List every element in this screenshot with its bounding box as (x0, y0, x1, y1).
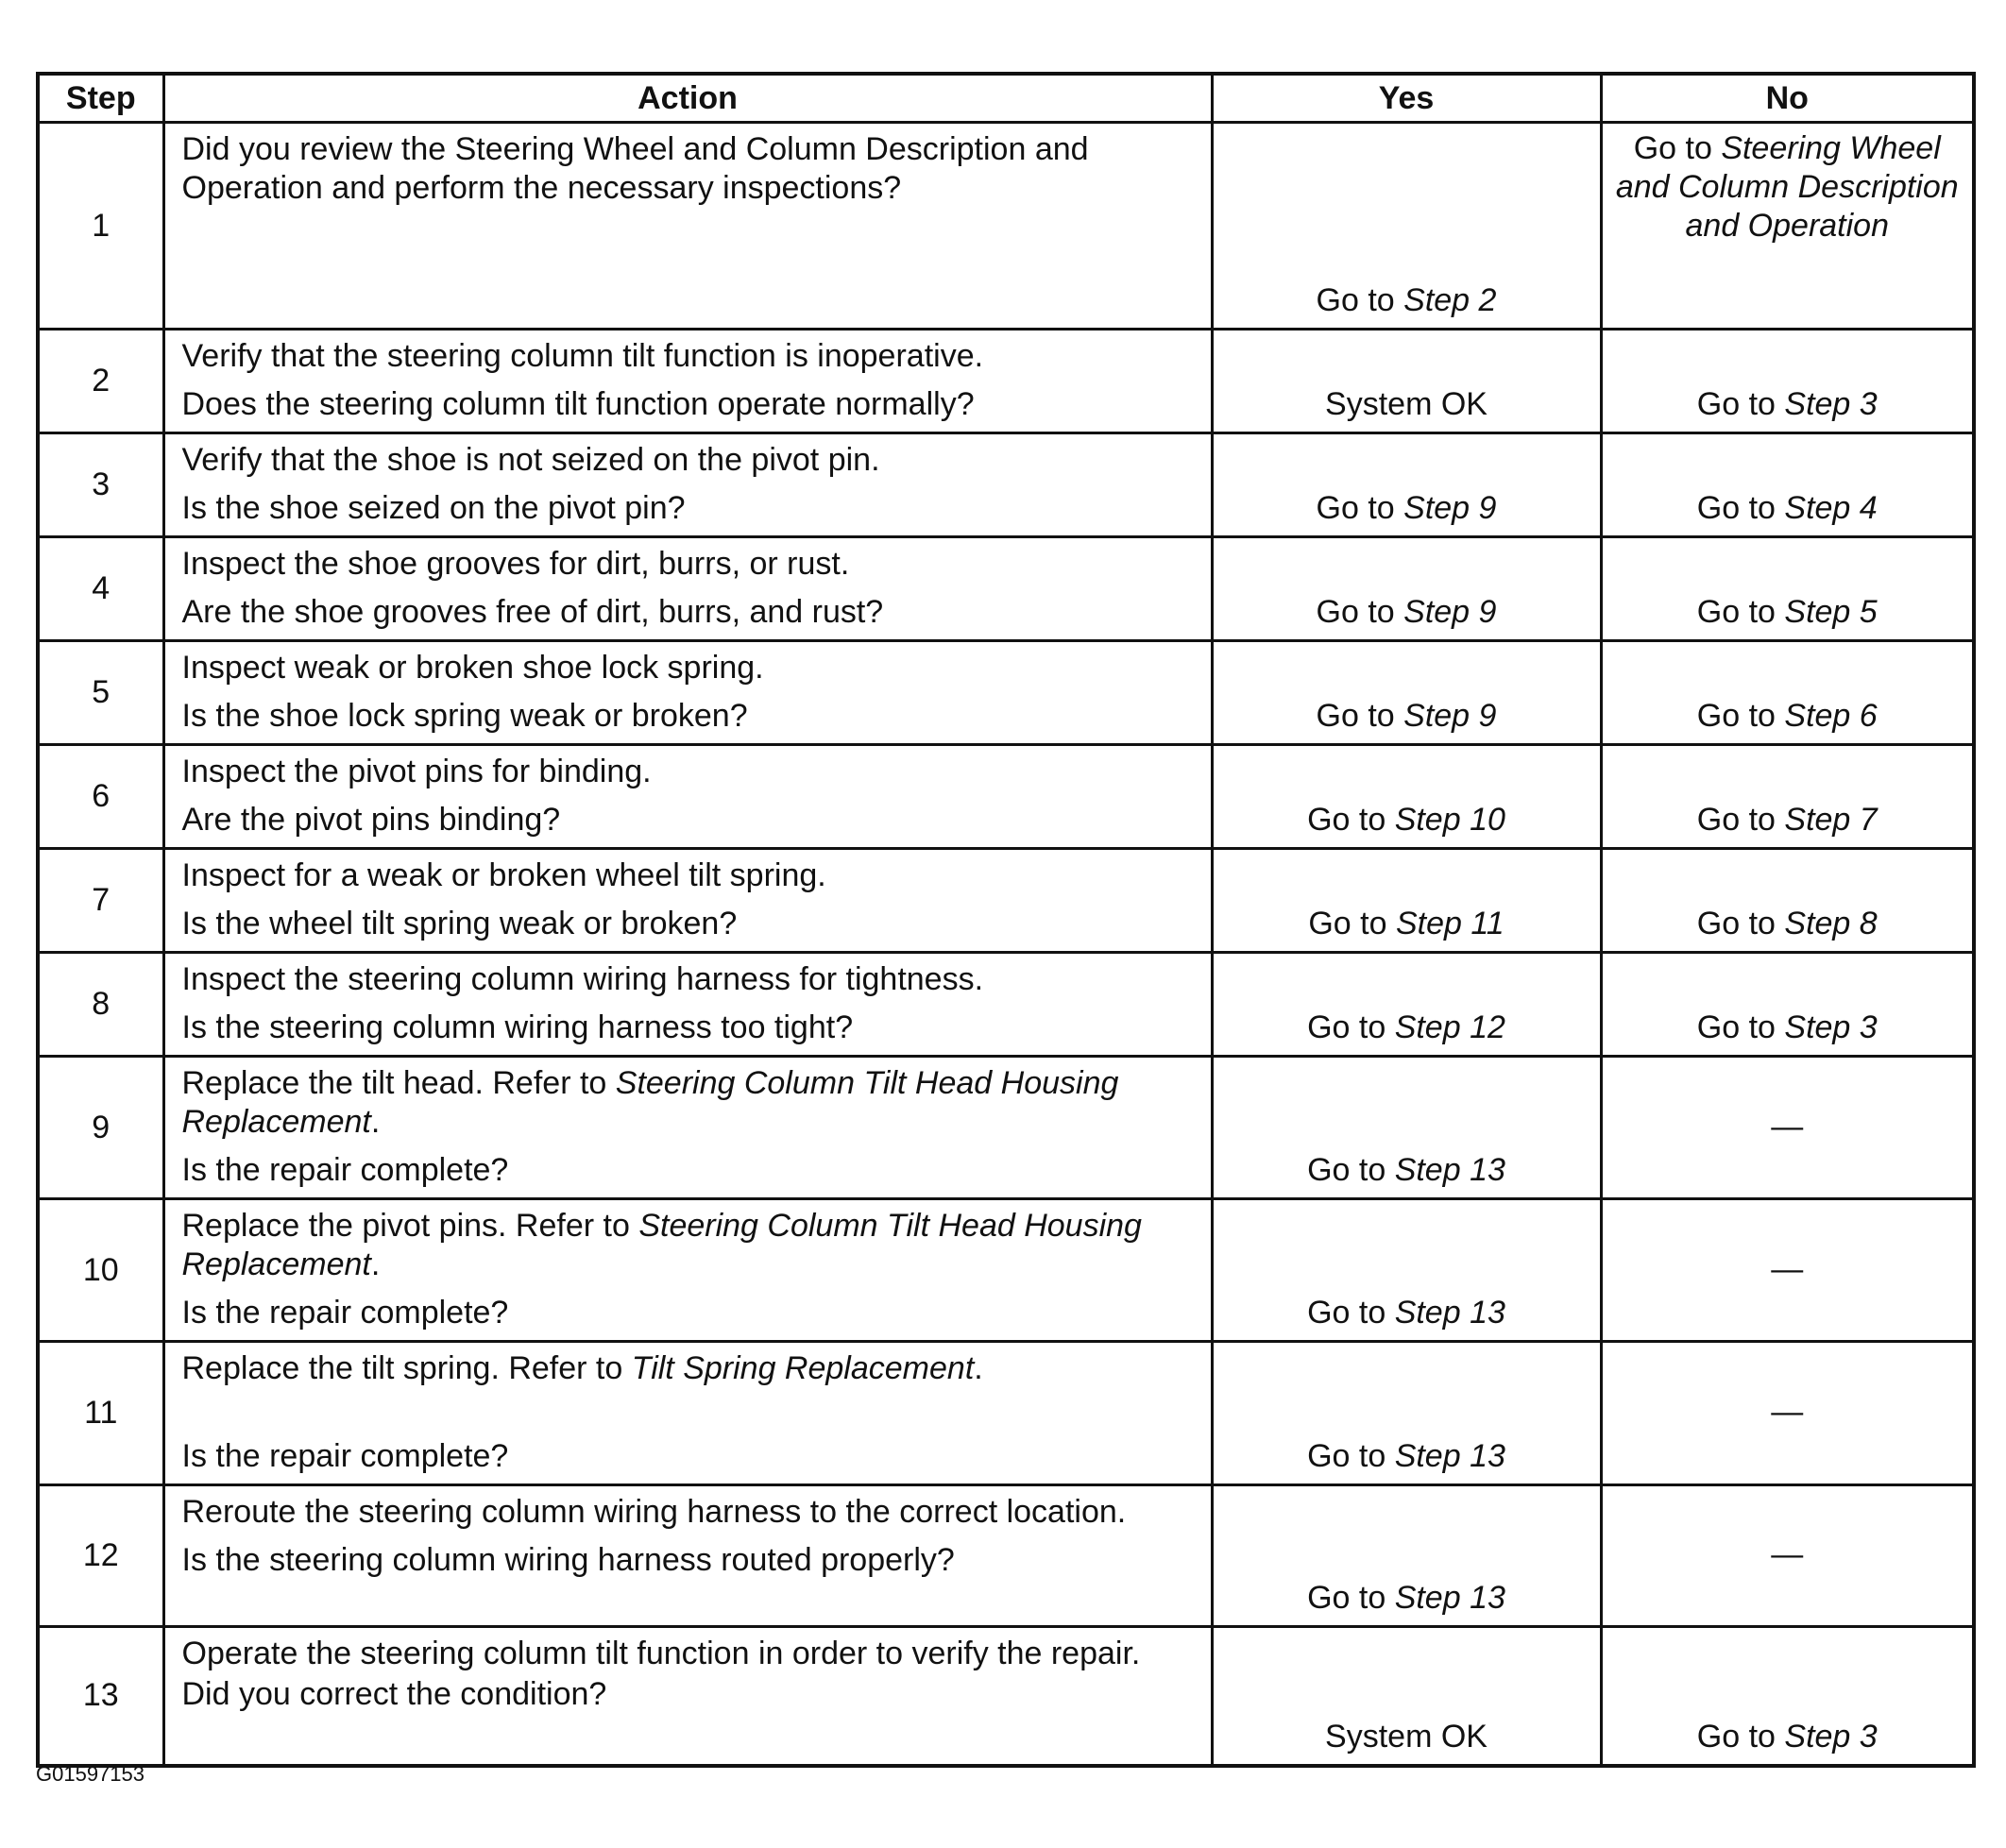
yes-step-link[interactable]: Step 10 (1394, 802, 1505, 838)
step-number: 3 (38, 433, 163, 537)
no-step-link[interactable]: Step 7 (1784, 802, 1878, 838)
question-text: Is the steering column wiring harness too tight? (181, 1009, 854, 1045)
procedure-link[interactable]: Steering Column Tilt Head Housing Replacement (181, 1208, 1142, 1282)
no-prefix: Go to (1696, 386, 1785, 422)
yes-cell (1212, 123, 1601, 330)
table-row (38, 641, 1974, 745)
action-cell (163, 330, 1212, 433)
no-prefix: Go to (1696, 594, 1785, 630)
no-step-link[interactable]: Step 6 (1784, 698, 1878, 734)
header-row (38, 74, 1974, 123)
table-row (38, 1057, 1974, 1199)
action-text: Did you review the Steering Wheel and Column Description and Operation and perform the necessary inspections? (181, 131, 1089, 206)
yes-prefix: Go to (1316, 698, 1404, 734)
action-suffix: . (370, 1104, 381, 1140)
question-text: Did you correct the condition? (181, 1676, 607, 1712)
table-row (38, 953, 1974, 1057)
step-number: 1 (38, 123, 163, 330)
step-number: 2 (38, 330, 163, 433)
action-cell (163, 1057, 1212, 1199)
yes-step-link[interactable]: Step 12 (1394, 1009, 1505, 1045)
action-text (182, 1207, 1199, 1284)
table-row (38, 745, 1974, 849)
action-text (182, 1064, 1199, 1142)
step-number: 11 (38, 1342, 163, 1485)
no-cell (1601, 433, 1974, 537)
question-text: Are the pivot pins binding? (181, 802, 561, 838)
action-suffix: . (974, 1350, 983, 1386)
step-number: 9 (38, 1057, 163, 1199)
question-text: Is the repair complete? (181, 1438, 509, 1474)
action-text: Inspect for a weak or broken wheel tilt spring. (181, 857, 826, 893)
table-row (38, 849, 1974, 953)
header-step: Step (38, 74, 163, 123)
table-row (38, 1627, 1974, 1766)
table-row (38, 1199, 1974, 1342)
no-prefix: Go to (1696, 1718, 1785, 1755)
yes-cell (1212, 433, 1601, 537)
diagnostic-table (36, 72, 1976, 1768)
action-cell (163, 1627, 1212, 1766)
no-step-link[interactable]: Step 4 (1784, 490, 1878, 526)
no-prefix: Go to (1696, 1009, 1785, 1045)
action-text: Inspect the steering column wiring harness for tightness. (181, 961, 984, 997)
action-text: Inspect the pivot pins for binding. (181, 754, 652, 789)
question-text: Does the steering column tilt function operate normally? (181, 386, 975, 422)
question-text: Is the wheel tilt spring weak or broken? (181, 906, 738, 941)
yes-cell (1212, 849, 1601, 953)
yes-prefix: Go to (1307, 1009, 1395, 1045)
yes-step-link[interactable]: Step 13 (1394, 1438, 1505, 1474)
procedure-link[interactable]: Steering Column Tilt Head Housing Replacement (181, 1065, 1119, 1140)
action-cell (163, 1342, 1212, 1485)
no-cell: — (1601, 1057, 1974, 1199)
header-yes: Yes (1212, 74, 1601, 123)
no-cell (1601, 953, 1974, 1057)
header-no: No (1601, 74, 1974, 123)
question-text: Are the shoe grooves free of dirt, burrs, and rust? (181, 594, 884, 630)
yes-prefix: Go to (1307, 802, 1395, 838)
table-row (38, 123, 1974, 330)
question-text: Is the repair complete? (181, 1152, 509, 1188)
question-text: Is the steering column wiring harness routed properly? (181, 1542, 955, 1578)
no-prefix: Go to (1696, 698, 1785, 734)
question-text: Is the shoe seized on the pivot pin? (181, 490, 686, 526)
yes-step-link[interactable]: Step 2 (1403, 282, 1497, 318)
yes-cell (1212, 1057, 1601, 1199)
no-step-link[interactable]: Step 3 (1784, 386, 1878, 422)
question-text: Is the repair complete? (181, 1295, 509, 1331)
step-number: 12 (38, 1485, 163, 1627)
action-cell (163, 1485, 1212, 1627)
no-step-link[interactable]: Step 3 (1784, 1009, 1878, 1045)
yes-prefix: Go to (1316, 282, 1404, 318)
yes-step-link[interactable]: Step 9 (1403, 698, 1497, 734)
yes-step-link[interactable]: Step 9 (1403, 594, 1497, 630)
no-prefix: Go to (1696, 802, 1785, 838)
step-number: 10 (38, 1199, 163, 1342)
question-text: Is the shoe lock spring weak or broken? (181, 698, 748, 734)
yes-prefix: Go to (1307, 1152, 1395, 1188)
yes-cell (1212, 1342, 1601, 1485)
no-cell: — (1601, 1342, 1974, 1485)
yes-prefix: Go to (1316, 490, 1404, 526)
action-text: Verify that the steering column tilt function is inoperative. (181, 338, 984, 374)
action-cell (163, 745, 1212, 849)
procedure-link[interactable]: Tilt Spring Replacement (631, 1350, 975, 1386)
yes-prefix: Go to (1307, 1295, 1395, 1331)
table-row (38, 537, 1974, 641)
yes-prefix: Go to (1308, 906, 1396, 941)
yes-cell: System OK (1212, 1627, 1601, 1766)
action-text: Inspect the shoe grooves for dirt, burrs, or rust. (181, 546, 850, 582)
header-action: Action (163, 74, 1212, 123)
yes-cell (1212, 537, 1601, 641)
no-step-link[interactable]: Step 5 (1784, 594, 1878, 630)
yes-cell (1212, 745, 1601, 849)
no-prefix: Go to (1696, 490, 1785, 526)
action-text (182, 1349, 1199, 1388)
yes-cell: System OK (1212, 330, 1601, 433)
action-text: Reroute the steering column wiring harness to the correct location. (181, 1494, 1127, 1530)
yes-step-link[interactable]: Step 13 (1394, 1152, 1505, 1188)
step-number: 6 (38, 745, 163, 849)
action-cell (163, 123, 1212, 330)
no-cell (1601, 849, 1974, 953)
step-number: 4 (38, 537, 163, 641)
no-cell (1601, 1627, 1974, 1766)
no-cell (1601, 537, 1974, 641)
yes-cell (1212, 1199, 1601, 1342)
table-row (38, 1485, 1974, 1627)
no-prefix: Go to (1696, 906, 1785, 941)
action-cell (163, 849, 1212, 953)
step-number: 13 (38, 1627, 163, 1766)
no-cell (1601, 330, 1974, 433)
table-row (38, 330, 1974, 433)
no-prefix: Go to (1633, 130, 1722, 166)
yes-prefix: Go to (1307, 1438, 1395, 1474)
yes-step-link[interactable]: Step 13 (1394, 1580, 1505, 1616)
yes-cell (1212, 953, 1601, 1057)
action-cell (163, 641, 1212, 745)
yes-step-link[interactable]: Step 11 (1395, 906, 1504, 941)
no-cell: — (1601, 1485, 1974, 1627)
yes-prefix: Go to (1307, 1580, 1395, 1616)
action-lead: Replace the pivot pins. Refer to (181, 1208, 639, 1244)
step-number: 8 (38, 953, 163, 1057)
yes-prefix: Go to (1316, 594, 1404, 630)
action-lead: Replace the tilt spring. Refer to (181, 1350, 632, 1386)
no-cell (1601, 641, 1974, 745)
action-cell (163, 1199, 1212, 1342)
yes-cell (1212, 641, 1601, 745)
action-text: Inspect weak or broken shoe lock spring. (181, 650, 764, 686)
action-lead: Replace the tilt head. Refer to (181, 1065, 616, 1101)
yes-cell (1212, 1485, 1601, 1627)
yes-step-link[interactable]: Step 9 (1403, 490, 1497, 526)
action-cell (163, 433, 1212, 537)
action-suffix: . (370, 1246, 381, 1282)
action-cell (163, 537, 1212, 641)
step-number: 7 (38, 849, 163, 953)
no-cell (1601, 745, 1974, 849)
action-text: Verify that the shoe is not seized on the pivot pin. (181, 442, 880, 478)
action-cell (163, 953, 1212, 1057)
step-number: 5 (38, 641, 163, 745)
no-step-link[interactable]: Step 3 (1784, 1718, 1878, 1755)
table-row (38, 1342, 1974, 1485)
no-step-link[interactable]: Step 8 (1784, 906, 1878, 941)
no-ref-link[interactable]: Steering Wheel and Column Description and Operation (1615, 130, 1959, 244)
figure-id: G01597153 (36, 1762, 144, 1786)
no-cell: — (1601, 1199, 1974, 1342)
yes-step-link[interactable]: Step 13 (1394, 1295, 1505, 1331)
action-text: Operate the steering column tilt function in order to verify the repair. (181, 1636, 1141, 1671)
no-cell (1601, 123, 1974, 330)
table-row (38, 433, 1974, 537)
